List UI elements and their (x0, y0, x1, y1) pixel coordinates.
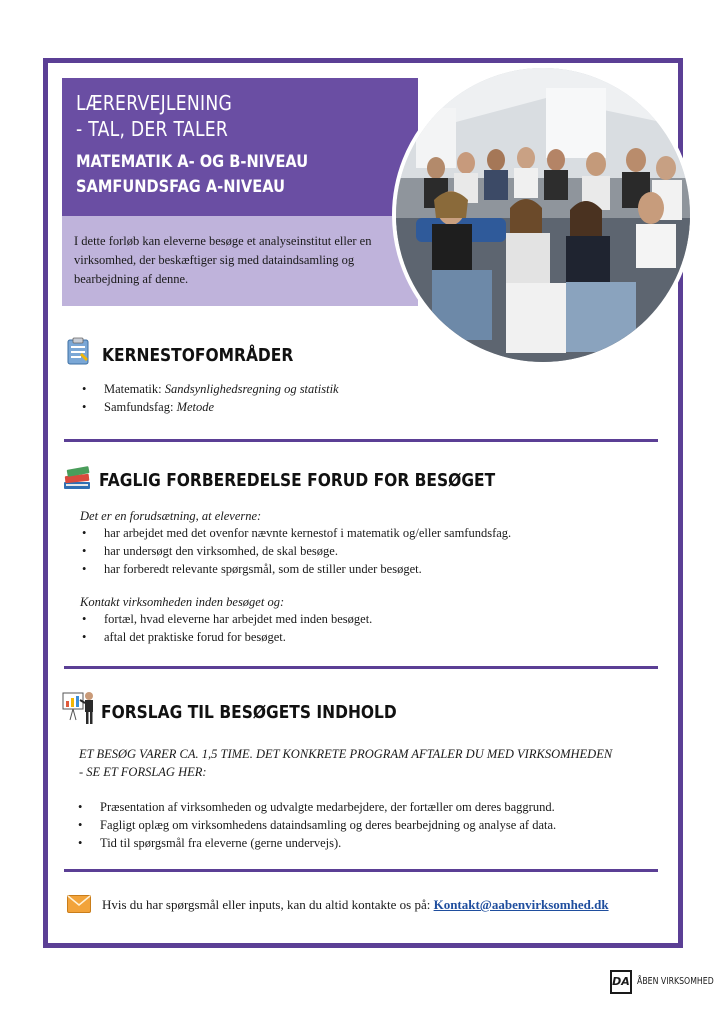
contact-line (102, 897, 609, 913)
forberedelse-list-2 (80, 610, 372, 646)
list-item: • fortæl, hvad eleverne har arbejdet med inden besøget. (80, 610, 372, 628)
logo-text: ÅBEN VIRKSOMHED (637, 976, 714, 987)
title-line-1: LÆRERVEJLENING (76, 91, 233, 115)
list-item: • har undersøgt den virksomhed, de skal besøge. (80, 542, 511, 560)
list-item: • Matematik: Sandsynlighedsregning og statistik (80, 380, 339, 398)
section-title-forslag: FORSLAG TIL BESØGETS INDHOLD (101, 702, 397, 723)
section-divider (64, 666, 658, 669)
subtitle-line-2: SAMFUNDSFAG A-NIVEAU (76, 177, 285, 197)
subtitle-line-1: MATEMATIK A- OG B-NIVEAU (76, 152, 309, 172)
contact-email-link[interactable]: Kontakt@aabenvirksomhed.dk (433, 897, 609, 912)
page-title (76, 90, 232, 142)
list-item: • Præsentation af virksomheden og udvalgte medarbejdere, der fortæller om deres baggrund. (76, 798, 556, 816)
header-panel (62, 78, 418, 216)
list-item: • har arbejdet med det ovenfor nævnte kernestof i matematik og/eller samfundsfag. (80, 524, 511, 542)
forslag-list (76, 798, 556, 852)
section-title-forberedelse: FAGLIG FORBEREDELSE FORUD FOR BESØGET (99, 470, 496, 491)
forberedelse-list-1 (80, 524, 511, 578)
books-icon (62, 466, 92, 497)
classroom-photo (392, 64, 694, 366)
section-divider (64, 439, 658, 442)
contact-text: Hvis du har spørgsmål eller inputs, kan du altid kontakte os på: (102, 897, 434, 912)
list-item: • aftal det praktiske forud for besøget. (80, 628, 372, 646)
kernestof-list (80, 380, 339, 416)
section-divider (64, 869, 658, 872)
section-title-kernestof: KERNESTOFOMRÅDER (102, 345, 294, 366)
intro-text: I dette forløb kan eleverne besøge et analyseinstitut eller en virksomhed, der beskæftiger sig med dataindsamling og bearbejdning af denne. (74, 234, 372, 286)
envelope-icon (67, 895, 91, 918)
logo-mark: DA (610, 970, 632, 994)
clipboard-icon (66, 337, 90, 370)
title-line-2: - TAL, DER TALER (76, 117, 229, 141)
forberedelse-lead-1: Det er en forudsætning, at eleverne: (80, 509, 262, 523)
intro-panel (62, 216, 418, 306)
forslag-lead: ET BESØG VARER CA. 1,5 TIME. DET KONKRETE PROGRAM AFTALER DU MED VIRKSOMHEDEN - SE ET FORSLAG HER: (79, 747, 613, 779)
list-item: • har forberedt relevante spørgsmål, som de stiller under besøget. (80, 560, 511, 578)
presenter-icon (62, 690, 96, 731)
list-item: • Samfundsfag: Metode (80, 398, 339, 416)
list-item: • Tid til spørgsmål fra eleverne (gerne undervejs). (76, 834, 556, 852)
forberedelse-lead-2: Kontakt virksomheden inden besøget og: (80, 595, 285, 609)
page-subtitle (76, 150, 308, 200)
list-item: • Fagligt oplæg om virksomhedens dataindsamling og deres bearbejdning og analyse af data. (76, 816, 556, 834)
